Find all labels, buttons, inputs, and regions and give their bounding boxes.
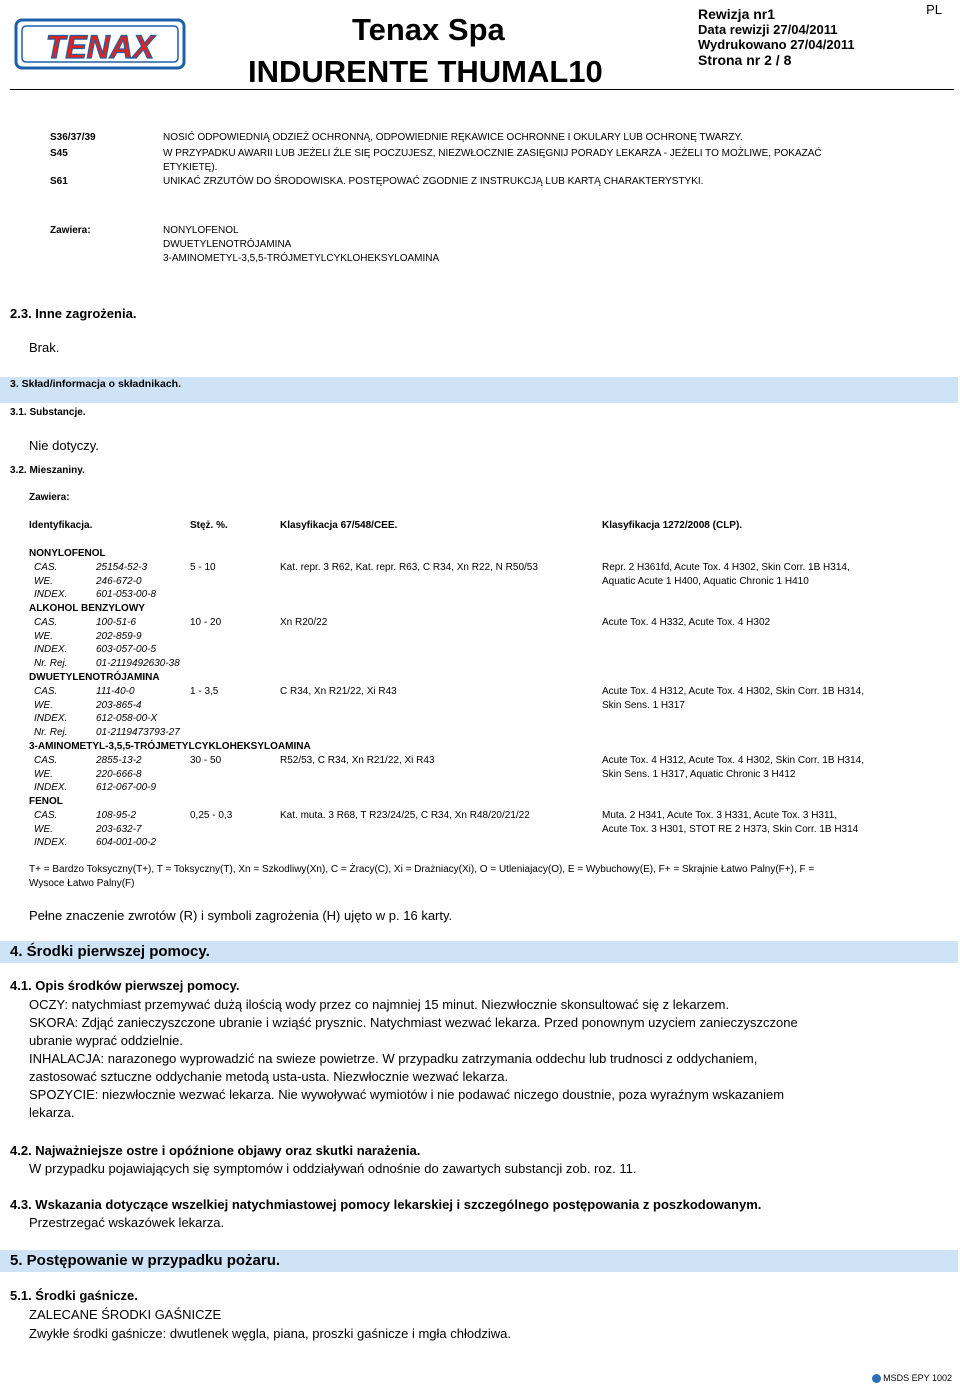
section-5-1-subtitle: ZALECANE ŚRODKI GAŚNICZE bbox=[29, 1307, 222, 1322]
first-aid-line: OCZY: natychmiast przemywać dużą ilością wody przez co najmniej 15 minut. Niezwłocznie skonsultować się z lekarzem. bbox=[29, 997, 730, 1012]
logo-wordmark: TENAX bbox=[45, 29, 155, 65]
id-label: WE. bbox=[34, 631, 53, 642]
section-3-1-text: Nie dotyczy. bbox=[29, 438, 99, 453]
id-value: 108-95-2 bbox=[96, 810, 137, 821]
dsd-classification: Xn R20/22 bbox=[280, 617, 328, 628]
id-value: 601-053-00-8 bbox=[96, 589, 157, 600]
section-4-band bbox=[0, 941, 958, 963]
clp-classification: Acute Tox. 4 H312, Acute Tox. 4 H302, Skin Corr. 1B H314, bbox=[602, 755, 865, 766]
legend-line: T+ = Bardzo Toksyczny(T+), T = Toksyczny(T), Xn = Szkodliwy(Xn), C = Żracy(C), Xi = Drażniacy(Xi), O = Utleniajacy(O), E = Wybuchowy(E), F+ = Skrajnie Łatwo Palny(F+), F = bbox=[29, 864, 815, 875]
s-phrase-code: S45 bbox=[50, 148, 68, 159]
substance-name: ALKOHOL BENZYLOWY bbox=[29, 603, 145, 614]
first-aid-line: SKORA: Zdjąć zanieczyszczone ubranie i wziąść prysznic. Natychmiast wezwać lekarza. Przed ponownym uzyciem zanieczyszczone bbox=[29, 1015, 798, 1030]
concentration: 30 - 50 bbox=[190, 755, 222, 766]
section-3-1-title: 3.1. Substancje. bbox=[10, 407, 86, 418]
first-aid-line: INHALACJA: narazonego wyprowadzić na swieze powietrze. W przypadku zatrzymania oddechu lub trudnosci z oddychaniem, bbox=[29, 1051, 758, 1066]
section-4-3-text: Przestrzegać wskazówek lekarza. bbox=[29, 1215, 225, 1230]
id-value: 603-057-00-5 bbox=[96, 644, 157, 655]
header-divider bbox=[10, 89, 954, 90]
revision-number: Rewizja nr1 bbox=[698, 6, 776, 22]
product-name: INDURENTE THUMAL10 bbox=[248, 54, 603, 89]
tenax-logo bbox=[14, 18, 186, 70]
clp-classification: Skin Sens. 1 H317, Aquatic Chronic 3 H412 bbox=[602, 769, 796, 780]
id-value: 220-666-8 bbox=[96, 769, 142, 780]
company-name: Tenax Spa bbox=[352, 12, 505, 47]
dsd-classification: Kat. repr. 3 R62, Kat. repr. R63, C R34, Xn R22, N R50/53 bbox=[280, 562, 538, 573]
id-label: CAS. bbox=[34, 810, 58, 821]
id-label: WE. bbox=[34, 700, 53, 711]
id-label: WE. bbox=[34, 769, 53, 780]
print-date: Wydrukowano 27/04/2011 bbox=[698, 37, 855, 52]
id-value: 25154-52-3 bbox=[96, 562, 148, 573]
id-value: 01-2119492630-38 bbox=[96, 658, 180, 669]
concentration: 10 - 20 bbox=[190, 617, 222, 628]
id-label: INDEX. bbox=[34, 837, 68, 848]
clp-classification: Muta. 2 H341, Acute Tox. 3 H331, Acute Tox. 3 H311, bbox=[602, 810, 838, 821]
first-aid-line: zastosować sztuczne oddychanie metodą usta-usta. Niezwłocznie wezwać lekarza. bbox=[29, 1069, 509, 1084]
page-number: Strona nr 2 / 8 bbox=[698, 52, 792, 68]
s-phrase-text: W PRZYPADKU AWARII LUB JEŻELI ŹLE SIĘ POCZUJESZ, NIEZWŁOCZNIE ZASIĘGNIJ PORADY LEKARZA - JEŻELI TO MOŻLIWE, POKAZAĆ bbox=[163, 148, 822, 159]
section-2-3-title: 2.3. Inne zagrożenia. bbox=[10, 306, 137, 321]
id-label: CAS. bbox=[34, 617, 58, 628]
id-value: 01-2119473793-27 bbox=[96, 727, 180, 738]
language-code: PL bbox=[926, 2, 942, 17]
id-value: 203-865-4 bbox=[96, 700, 142, 711]
dsd-classification: Kat. muta. 3 R68, T R23/24/25, C R34, Xn R48/20/21/22 bbox=[280, 810, 530, 821]
legend-line: Wysoce Łatwo Palny(F) bbox=[29, 878, 135, 889]
contains-item: NONYLOFENOL bbox=[163, 225, 239, 236]
s-phrase-code: S36/37/39 bbox=[50, 132, 96, 143]
concentration: 1 - 3,5 bbox=[190, 686, 219, 697]
id-label: Nr. Rej. bbox=[34, 658, 68, 669]
clp-classification: Acute Tox. 4 H312, Acute Tox. 4 H302, Skin Corr. 1B H314, bbox=[602, 686, 865, 697]
revision-date: Data rewizji 27/04/2011 bbox=[698, 22, 838, 37]
section-3-2-title: 3.2. Mieszaniny. bbox=[10, 465, 85, 476]
substance-name: DWUETYLENOTRÓJAMINA bbox=[29, 672, 160, 683]
substance-name: FENOL bbox=[29, 796, 63, 807]
contains-item: 3-AMINOMETYL-3,5,5-TRÓJMETYLCYKLOHEKSYLOAMINA bbox=[163, 253, 440, 264]
s-phrase-code: S61 bbox=[50, 176, 68, 187]
id-label: INDEX. bbox=[34, 644, 68, 655]
section-3-band bbox=[0, 377, 958, 403]
dsd-classification: R52/53, C R34, Xn R21/22, Xi R43 bbox=[280, 755, 435, 766]
s-phrase-text: UNIKAĆ ZRZUTÓW DO ŚRODOWISKA. POSTĘPOWAĆ ZGODNIE Z INSTRUKCJĄ LUB KARTĄ CHARAKTERYSTYKI. bbox=[163, 176, 704, 187]
substance-name: 3-AMINOMETYL-3,5,5-TRÓJMETYLCYKLOHEKSYLOAMINA bbox=[29, 741, 311, 752]
substance-name: NONYLOFENOL bbox=[29, 548, 106, 559]
contains-label: Zawiera: bbox=[50, 225, 91, 236]
s-phrase-text: NOSIĆ ODPOWIEDNIĄ ODZIEŻ OCHRONNĄ, ODPOWIEDNIE RĘKAWICE OCHRONNE I OKULARY LUB OCHRONĘ TWARZY. bbox=[163, 132, 743, 143]
footer-label: MSDS EPY 1002 bbox=[883, 1373, 952, 1383]
msds-logo-icon bbox=[872, 1374, 881, 1383]
clp-classification: Skin Sens. 1 H317 bbox=[602, 700, 685, 711]
id-label: CAS. bbox=[34, 562, 58, 573]
first-aid-text bbox=[29, 996, 798, 1122]
section-3-title: 3. Skład/informacja o składnikach. bbox=[10, 378, 181, 390]
concentration: 5 - 10 bbox=[190, 562, 216, 573]
clp-classification: Repr. 2 H361fd, Acute Tox. 4 H302, Skin Corr. 1B H314, bbox=[602, 562, 850, 573]
id-value: 612-058-00-X bbox=[96, 713, 158, 724]
section-5-1-text: Zwykłe środki gaśnicze: dwutlenek węgla, piana, proszki gaśnicze i mgła chłodziwa. bbox=[29, 1326, 511, 1341]
contains-item: DWUETYLENOTRÓJAMINA bbox=[163, 239, 292, 250]
section-4-title: 4. Środki pierwszej pomocy. bbox=[10, 943, 210, 960]
full-text-note: Pełne znaczenie zwrotów (R) i symboli zagrożenia (H) ujęto w p. 16 karty. bbox=[29, 908, 453, 923]
id-value: 612-067-00-9 bbox=[96, 782, 157, 793]
id-value: 604-001-00-2 bbox=[96, 837, 157, 848]
id-label: CAS. bbox=[34, 686, 58, 697]
id-label: Nr. Rej. bbox=[34, 727, 68, 738]
id-label: WE. bbox=[34, 824, 53, 835]
clp-classification: Acute Tox. 4 H332, Acute Tox. 4 H302 bbox=[602, 617, 771, 628]
first-aid-line: ubranie wyprać oddzielnie. bbox=[29, 1033, 183, 1048]
section-4-2-title: 4.2. Najważniejsze ostre i opóźnione objawy oraz skutki narażenia. bbox=[10, 1143, 421, 1158]
section-5-band bbox=[0, 1250, 958, 1272]
section-4-2-text: W przypadku pojawiających się symptomów i oddziaływań odnośnie do zawartych substancji zob. roz. 11. bbox=[29, 1161, 637, 1176]
id-value: 203-632-7 bbox=[96, 824, 142, 835]
clp-classification: Acute Tox. 3 H301, STOT RE 2 H373, Skin Corr. 1B H314 bbox=[602, 824, 859, 835]
section-2-3-text: Brak. bbox=[29, 340, 60, 355]
id-label: INDEX. bbox=[34, 589, 68, 600]
section-4-1-title: 4.1. Opis środków pierwszej pomocy. bbox=[10, 978, 240, 993]
id-label: WE. bbox=[34, 576, 53, 587]
mixture-contains-label: Zawiera: bbox=[29, 492, 70, 503]
col-header-dsd: Klasyfikacja 67/548/CEE. bbox=[280, 520, 398, 531]
id-value: 2855-13-2 bbox=[96, 755, 142, 766]
concentration: 0,25 - 0,3 bbox=[190, 810, 233, 821]
id-value: 100-51-6 bbox=[96, 617, 137, 628]
col-header-concentration: Stęż. %. bbox=[190, 520, 228, 531]
first-aid-line: SPOZYCIE: niezwłocznie wezwać lekarza. Nie wywoływać wymiotów i nie podawać niczego doustnie, poza wyraźnym wskazaniem bbox=[29, 1087, 785, 1102]
s-phrase-text-cont: ETYKIETĘ). bbox=[163, 162, 218, 173]
id-label: INDEX. bbox=[34, 782, 68, 793]
clp-classification: Aquatic Acute 1 H400, Aquatic Chronic 1 H410 bbox=[602, 576, 809, 587]
col-header-identification: Identyfikacja. bbox=[29, 520, 93, 531]
col-header-clp: Klasyfikacja 1272/2008 (CLP). bbox=[602, 520, 743, 531]
section-5-1-title: 5.1. Środki gaśnicze. bbox=[10, 1288, 138, 1303]
id-value: 246-672-0 bbox=[96, 576, 142, 587]
dsd-classification: C R34, Xn R21/22, Xi R43 bbox=[280, 686, 397, 697]
section-5-title: 5. Postępowanie w przypadku pożaru. bbox=[10, 1252, 281, 1269]
section-4-3-title: 4.3. Wskazania dotyczące wszelkiej natychmiastowej pomocy lekarskiej i szczególnego postępowania z poszkodowanym. bbox=[10, 1197, 762, 1212]
first-aid-line: lekarza. bbox=[29, 1105, 75, 1120]
id-value: 111-40-0 bbox=[96, 686, 135, 697]
id-value: 202-859-9 bbox=[96, 631, 142, 642]
footer-msds-label bbox=[872, 1373, 952, 1383]
id-label: CAS. bbox=[34, 755, 58, 766]
id-label: INDEX. bbox=[34, 713, 68, 724]
